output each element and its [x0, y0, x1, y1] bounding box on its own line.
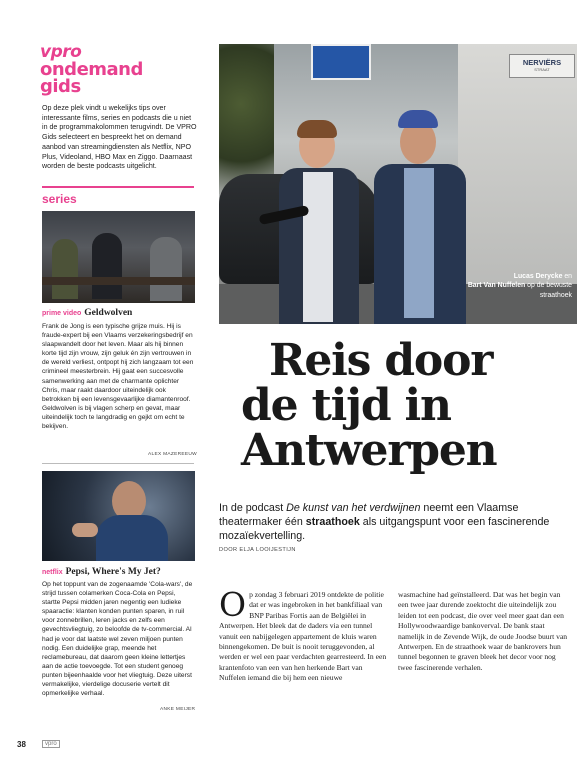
article-column-1: Op zondag 3 februari 2019 ontdekte de politie dat er was ingebroken in het bankfiliaal van BNP Paribas Fortis aan de Belgiëlei in Antwerpen. Het bleek dat de daders via een tunnel vanuit een nabijgelegen appartement de kluis waren binnengekomen. De buit is nooit teruggevonden, al werden er wel een paar verdachten gearresteerd. In een krantenfoto van een van hen herkende Bart van Nuffelen iemand die bij hem een nieuwe	[219, 585, 387, 683]
section-rule	[42, 186, 194, 188]
review-credit: ALEX MAZEREEUW	[148, 452, 197, 457]
headline-line-1: Reis door	[269, 335, 493, 386]
geldwolven-photo	[42, 211, 195, 303]
street-sign	[509, 54, 575, 78]
headline-line-3: Antwerpen	[241, 425, 497, 476]
tree	[219, 44, 274, 194]
review-divider	[42, 463, 194, 464]
review-title-pepsi	[42, 566, 161, 577]
article-headline	[241, 335, 541, 476]
platform-label: prime video	[42, 310, 82, 317]
headline-line-2: de tijd in	[241, 380, 451, 431]
logo-line-gids: gids	[40, 76, 81, 97]
photo-caption: Lucas Derycke en Bart Van Nuffelen op de bewuste straathoek	[467, 273, 572, 299]
platform-label: netflix	[42, 569, 63, 576]
review-title-geldwolven	[42, 307, 132, 318]
article-column-2: wasmachine had geïnstalleerd. Dat was het begin van een twee jaar durende zoektocht die uiteindelijk zou leiden tot een podcast, die over veel meer gaat dan een Hollywoodwaardige bankoverval. De bank staat namelijk in de Zevende Wijk, de oude Joodse buurt van Antwerpen. En de straathoek waar de bankrovers hun tunnel begonnen te graven bleek het decor voor nog twee fascinerende verhalen.	[398, 590, 568, 672]
show-title: Geldwolven	[84, 308, 133, 318]
section-heading: series	[42, 192, 77, 206]
article-lead: In de podcast De kunst van het verdwijnen neemt een Vlaamse theatermaker één straathoek als uitgangspunt voor een fascinerende mozaïekvertelling.	[219, 502, 550, 542]
review-body-geldwolven: Frank de Jong is een typische grijze muis. Hij is fraude-expert bij een Vlaams verzekeringsbedrijf en slaapwandelt door het leven. Maar als hij binnen korte tijd zijn vrouw, zijn geluk én zijn vertrouwen in de wereld verliest, ontpopt hij zich langzaam tot een crimineel meesterbrein. Hij gaat een succesvolle samenwerking aan met de charmante oplichter Chris, maar raakt daardoor uiteindelijk ook betrokken bij een levensgevaarlijke diamantenroof. Geldwolven is bij vlagen scherp en gevat, maar uiteindelijk toch te langdradig en gejkt om echt te bekijven.	[42, 323, 194, 431]
show-title: Pepsi, Where's My Jet?	[65, 567, 161, 577]
byline: DOOR ELJA LOOIJESTIJN	[219, 547, 296, 553]
review-credit: ANKE MEIJER	[160, 707, 196, 712]
traffic-sign	[311, 44, 371, 80]
street-sign-subtext: STRAAT	[534, 67, 550, 72]
vpro-ondemand-logo	[40, 44, 190, 95]
street-sign-text: NERVIËRS	[522, 58, 562, 67]
review-body-pepsi: Op het toppunt van de zogenaamde 'Cola-wars', de strijd tussen colamerken Coca-Cola en Pepsi, startte Pepsi midden jaren negentig een ludieke spaaractie: klanten konden punten sparen, in ruil voor zonnebrillen, leren jacks en zelfs een gevechtsvliegtuig, zo beloofde de tv-commercial. Al had je voor dat laatste wel zeven miljoen punten nodig. Een duidelijke grap, meende het reclamebureau, dat daarom geen kleine lettertjes aan de actie toevoegde. Tot een student genoeg punten bijeenhaalde voor het vliegtuig. Deze uiterst vermakelijke, vierdelige docuserie vertelt dit opmerkelijke verhaal.	[42, 581, 193, 698]
logo-line-vpro: vpro	[40, 42, 82, 62]
pepsi-photo	[42, 471, 195, 561]
logo-line-ondemand: ondemand	[40, 59, 143, 80]
drop-cap: O	[219, 585, 247, 624]
vpro-mini-logo: vpro	[42, 740, 60, 748]
intro-text: Op deze plek vindt u wekelijks tips over interessante films, series en podcasts die u niet in de programmakolommen terugvindt. De VPRO Gids selecteert en bespreekt het on demand aanbod van streamingdiensten als Netflix, NPO Plus, Videoland, HBO Max en Ziggo. Daarnaast worden de beste podcasts uitgelicht.	[42, 104, 197, 171]
page-number: 38	[17, 740, 26, 749]
